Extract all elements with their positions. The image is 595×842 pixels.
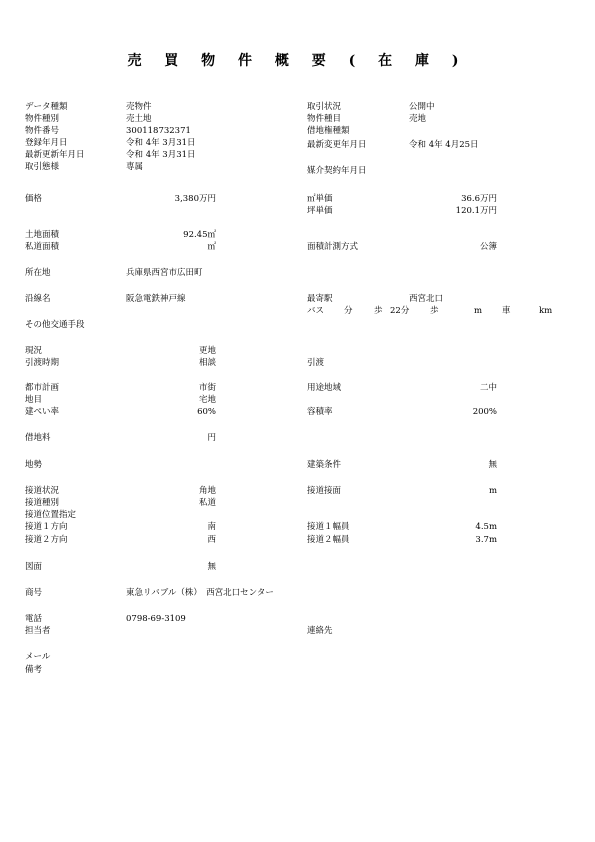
label-floor-area-ratio: 容積率 bbox=[307, 407, 333, 417]
value-updated-date: 令和 4年 3月31日 bbox=[126, 150, 196, 160]
label-line: 沿線名 bbox=[25, 294, 51, 304]
label-land-area: 土地面積 bbox=[25, 230, 60, 240]
access-m: m bbox=[474, 306, 483, 316]
value-road-width2: 3.7m bbox=[475, 535, 497, 545]
label-current-status: 現況 bbox=[25, 346, 43, 356]
label-road-width1: 接道１幅員 bbox=[307, 522, 350, 532]
label-brokerage-date: 媒介契約年月日 bbox=[307, 166, 367, 176]
value-land-area: 92.45㎡ bbox=[183, 230, 216, 240]
value-road-width1: 4.5m bbox=[475, 522, 497, 532]
value-floor-area-ratio: 200% bbox=[472, 407, 497, 417]
value-property-no: 300118732371 bbox=[126, 126, 191, 136]
access-km: km bbox=[539, 306, 553, 316]
access-walk: 歩 bbox=[374, 306, 383, 316]
label-road-type: 接道種別 bbox=[25, 498, 60, 508]
value-road-status: 角地 bbox=[198, 486, 216, 496]
value-road-type: 私道 bbox=[198, 498, 216, 508]
value-price: 3,380万円 bbox=[174, 194, 216, 204]
label-deal-status: 取引状況 bbox=[307, 102, 342, 112]
label-road-frontage: 接道接面 bbox=[307, 486, 342, 496]
label-handover: 引渡 bbox=[307, 358, 325, 368]
value-phone: 0798-69-3109 bbox=[126, 614, 186, 624]
label-coverage-ratio: 建ぺい率 bbox=[25, 407, 60, 417]
label-city-planning: 都市計画 bbox=[25, 383, 60, 393]
value-road-dir1: 南 bbox=[207, 522, 216, 532]
value-property-type: 売土地 bbox=[126, 114, 152, 124]
label-company: 商号 bbox=[25, 588, 43, 598]
label-road-status: 接道状況 bbox=[25, 486, 60, 496]
label-area-method: 面積計測方式 bbox=[307, 242, 359, 252]
value-land-category: 宅地 bbox=[198, 395, 216, 405]
value-last-change-date: 令和 4年 4月25日 bbox=[409, 140, 479, 150]
value-transaction-mode: 専属 bbox=[126, 162, 144, 172]
value-drawing: 無 bbox=[207, 562, 216, 572]
value-unit-price-tsubo: 120.1万円 bbox=[455, 206, 497, 216]
label-terrain: 地勢 bbox=[25, 460, 43, 470]
label-leasehold-type: 借地権種類 bbox=[307, 126, 350, 136]
label-unit-price-sqm: ㎡単価 bbox=[307, 194, 333, 204]
value-category: 売地 bbox=[409, 114, 427, 124]
value-private-road-area: ㎡ bbox=[207, 242, 216, 252]
label-price: 価格 bbox=[25, 194, 43, 204]
label-transaction-mode: 取引態様 bbox=[25, 162, 60, 172]
label-phone: 電話 bbox=[25, 614, 43, 624]
label-drawing: 図面 bbox=[25, 562, 43, 572]
label-updated-date: 最新更新年月日 bbox=[25, 150, 85, 160]
value-building-conditions: 無 bbox=[488, 460, 497, 470]
value-coverage-ratio: 60% bbox=[197, 407, 216, 417]
label-land-category: 地目 bbox=[25, 395, 43, 405]
access-car: 車 bbox=[502, 306, 511, 316]
value-area-method: 公簿 bbox=[479, 242, 497, 252]
access-walk2: 歩 bbox=[430, 306, 439, 316]
label-road-designation: 接道位置指定 bbox=[25, 510, 77, 520]
value-location: 兵庫県西宮市広田町 bbox=[126, 268, 203, 278]
label-road-dir2: 接道２方向 bbox=[25, 535, 68, 545]
page-title: 売 買 物 件 概 要 ( 在 庫 ) bbox=[127, 53, 468, 69]
label-location: 所在地 bbox=[25, 268, 51, 278]
value-deal-status: 公開中 bbox=[409, 102, 435, 112]
label-registered-date: 登録年月日 bbox=[25, 138, 68, 148]
value-road-dir2: 西 bbox=[207, 535, 216, 545]
label-nearest-station: 最寄駅 bbox=[307, 294, 333, 304]
label-unit-price-tsubo: 坪単価 bbox=[307, 206, 333, 216]
label-data-type: データ種類 bbox=[25, 102, 68, 112]
label-contact: 連絡先 bbox=[307, 626, 333, 636]
label-person: 担当者 bbox=[25, 626, 51, 636]
value-unit-price-sqm: 36.6万円 bbox=[461, 194, 497, 204]
label-road-width2: 接道２幅員 bbox=[307, 535, 350, 545]
label-property-no: 物件番号 bbox=[25, 126, 60, 136]
value-company: 東急リバブル（株） 西宮北口センター bbox=[126, 588, 274, 598]
label-property-type: 物件種別 bbox=[25, 114, 60, 124]
label-private-road-area: 私道面積 bbox=[25, 242, 60, 252]
label-email: メール bbox=[25, 652, 51, 662]
label-category: 物件種目 bbox=[307, 114, 342, 124]
value-data-type: 売物件 bbox=[126, 102, 152, 112]
label-land-rent: 借地料 bbox=[25, 433, 51, 443]
value-line: 阪急電鉄神戸線 bbox=[126, 294, 186, 304]
label-handover-timing: 引渡時期 bbox=[25, 358, 60, 368]
value-city-planning: 市街 bbox=[198, 383, 216, 393]
access-bus-min: 分 bbox=[344, 306, 353, 316]
label-remarks: 備考 bbox=[25, 665, 43, 675]
value-road-frontage: m bbox=[488, 486, 497, 496]
label-zoning: 用途地域 bbox=[307, 383, 342, 393]
value-handover-timing: 相談 bbox=[198, 358, 216, 368]
value-zoning: 二中 bbox=[479, 383, 497, 393]
label-road-dir1: 接道１方向 bbox=[25, 522, 68, 532]
label-other-transport: その他交通手段 bbox=[25, 320, 85, 330]
value-registered-date: 令和 4年 3月31日 bbox=[126, 138, 196, 148]
access-bus: バス bbox=[307, 306, 325, 316]
label-last-change-date: 最新変更年月日 bbox=[307, 140, 367, 150]
access-walk-min: 22分 bbox=[390, 306, 410, 316]
value-land-rent: 円 bbox=[207, 433, 216, 443]
value-current-status: 更地 bbox=[198, 346, 216, 356]
label-building-conditions: 建築条件 bbox=[307, 460, 342, 470]
value-nearest-station: 西宮北口 bbox=[409, 294, 444, 304]
